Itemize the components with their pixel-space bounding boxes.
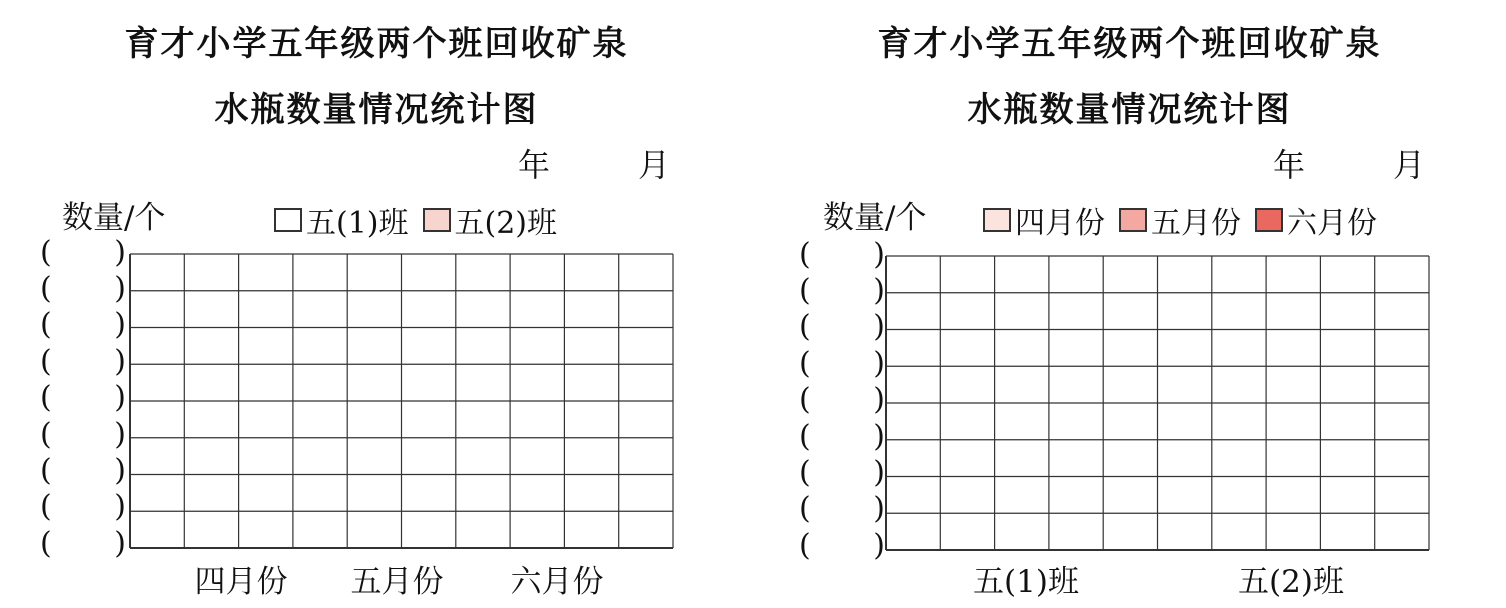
date-month-label: 月 xyxy=(638,146,671,184)
y-tick-blank[interactable]: ( ) xyxy=(799,455,885,490)
chart-title-line1: 育才小学五年级两个班回收矿泉 xyxy=(124,24,629,64)
y-tick-blank[interactable]: ( ) xyxy=(799,382,885,417)
legend-label-april: 四月份 xyxy=(1015,206,1105,241)
chart-title-line2: 水瓶数量情况统计图 xyxy=(967,90,1292,130)
x-category-label: 五月份 xyxy=(350,564,444,600)
y-tick-blank[interactable]: ( ) xyxy=(799,273,885,308)
legend-label-june: 六月份 xyxy=(1287,206,1377,241)
y-tick-blank[interactable]: ( ) xyxy=(799,309,885,344)
legend-swatch-class2 xyxy=(423,208,451,232)
y-tick-blank[interactable]: ( ) xyxy=(40,271,126,306)
y-axis-label: 数量/个 xyxy=(62,200,166,236)
y-tick-blank[interactable]: ( ) xyxy=(40,344,126,379)
legend xyxy=(274,198,571,242)
y-axis-label: 数量/个 xyxy=(823,200,927,236)
y-tick-blank[interactable]: ( ) xyxy=(40,489,126,524)
x-category-label: 六月份 xyxy=(510,564,604,600)
y-tick-blank[interactable]: ( ) xyxy=(40,380,126,415)
y-tick-blank[interactable]: ( ) xyxy=(799,419,885,454)
y-tick-blank[interactable]: ( ) xyxy=(40,307,126,342)
chart-title-line2: 水瓶数量情况统计图 xyxy=(214,90,539,130)
x-category-label: 五(1)班 xyxy=(973,564,1079,600)
y-tick-blank[interactable]: ( ) xyxy=(799,491,885,526)
y-tick-blank[interactable]: ( ) xyxy=(799,237,885,272)
x-category-label: 四月份 xyxy=(194,564,288,600)
chart-grid xyxy=(886,256,1429,550)
legend-label-class2: 五(2)班 xyxy=(454,206,557,241)
chart-title-line1: 育才小学五年级两个班回收矿泉 xyxy=(877,24,1382,64)
y-tick-blank[interactable]: ( ) xyxy=(40,417,126,452)
x-category-label: 五(2)班 xyxy=(1238,564,1344,600)
date-year-label: 年 xyxy=(518,146,551,184)
date-year-label: 年 xyxy=(1273,146,1306,184)
y-tick-blank[interactable]: ( ) xyxy=(799,346,885,381)
y-tick-blank[interactable]: ( ) xyxy=(40,526,126,561)
legend-swatch-may xyxy=(1119,208,1147,232)
legend-swatch-april xyxy=(983,208,1011,232)
y-tick-blank[interactable]: ( ) xyxy=(40,453,126,488)
legend-label-may: 五月份 xyxy=(1151,206,1241,241)
legend-label-class1: 五(1)班 xyxy=(306,206,409,241)
y-tick-blank[interactable]: ( ) xyxy=(40,235,126,270)
y-tick-blank[interactable]: ( ) xyxy=(799,528,885,563)
legend-swatch-class1 xyxy=(274,208,302,232)
legend xyxy=(983,198,1391,242)
chart-grid xyxy=(130,254,673,548)
legend-swatch-june xyxy=(1255,208,1283,232)
chart-panel-right xyxy=(753,0,1506,608)
date-month-label: 月 xyxy=(1393,146,1426,184)
